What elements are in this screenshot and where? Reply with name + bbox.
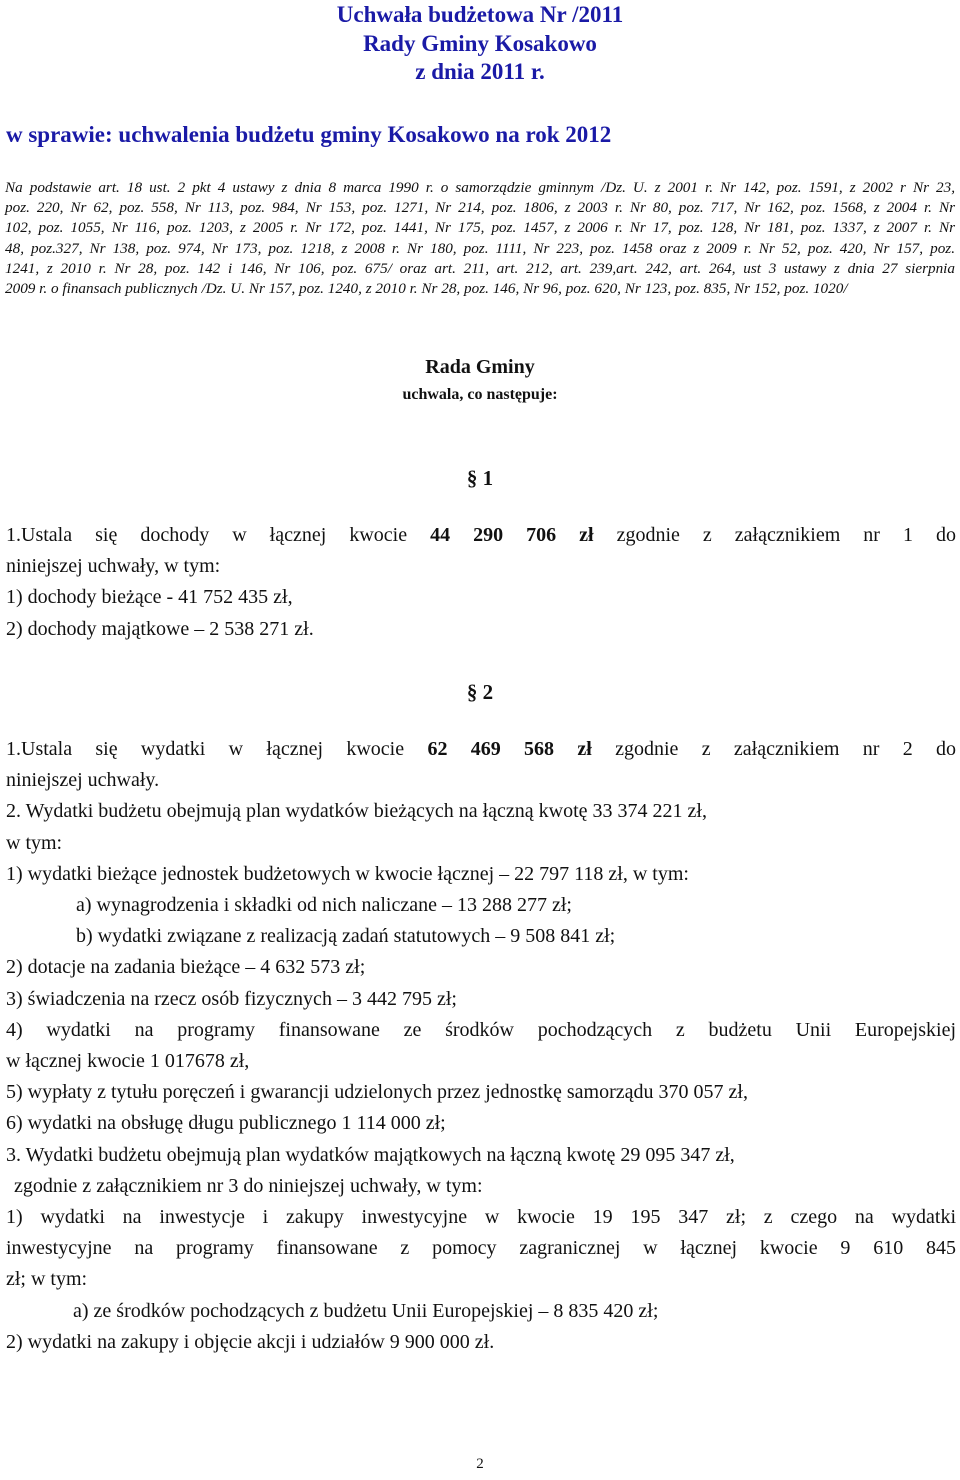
section-2-line: zł; w tym: [6,1268,88,1291]
section-2 [6,734,956,1358]
section-2-line: 3) świadczenia na rzecz osób fizycznych – 3 442 795 zł; [6,987,457,1010]
page-number: 2 [476,1456,484,1472]
legal-basis-line: 2009 r. o finansach publicznych /Dz. U. Nr 157, poz. 1240, z 2010 r. Nr 28, poz. 146, Nr 96, poz. 620, Nr 123, poz. 835, Nr 152, poz. 1020/ [5,280,848,298]
resolution-subject: w sprawie: uchwalenia budżetu gminy Kosakowo na rok 2012 [6,122,612,147]
resolution-date: z dnia 2011 r. [415,59,545,84]
section-1-line: 2) dochody majątkowe – 2 538 271 zł. [6,617,314,640]
council-name: Rady Gminy Kosakowo [363,31,597,56]
section-2-line: w łącznej kwocie 1 017678 zł, [6,1050,250,1073]
section-2-line: 2) wydatki na zakupy i objęcie akcji i udziałów 9 900 000 zł. [6,1330,495,1353]
legal-basis-line: Na podstawie art. 18 ust. 2 pkt 4 ustawy z dnia 8 marca 1990 r. o samorządzie gminnym /Dz. U. z 2001 r. Nr 142, poz. 1591, z 2002 r Nr 23, [5,179,955,196]
section-2-line: 2. Wydatki budżetu obejmują plan wydatków bieżących na łączną kwotę 33 374 221 zł, [6,800,707,823]
section-1-line: niniejszej uchwały, w tym: [6,555,221,578]
section-2-line: w tym: [6,831,63,854]
resolving-clause: uchwala, co następuje: [402,386,558,403]
section-2-line: a) ze środków pochodzących z budżetu Unii Europejskiej – 8 835 420 zł; [73,1299,659,1322]
section-2-line: 1) wydatki bieżące jednostek budżetowych w kwocie łącznej – 22 797 118 zł, w tym: [6,862,689,885]
legal-basis-line: poz. 220, Nr 62, poz. 558, Nr 113, poz. 984, Nr 153, poz. 1271, Nr 214, poz. 1806, z 2003 r. Nr 80, poz. 717, Nr 162, poz. 1568, z 2004 r. Nr [5,199,955,217]
legal-basis [5,178,955,299]
section-2-line: 1) wydatki na inwestycje i zakupy inwestycyjne w kwocie 19 195 347 zł; z czego na wydatki [6,1206,956,1229]
legal-basis-line: 1241, z 2010 r. Nr 28, poz. 142 i 146, Nr 106, poz. 675/ oraz art. 211, art. 212, art. 239,art. 242, art. 264, ust 3 ustawy z dnia 27 sierpnia [5,259,955,277]
section-2-line: 5) wypłaty z tytułu poręczeń i gwarancji udzielonych przez jednostkę samorządu 370 057 zł, [6,1081,748,1104]
paragraph-mark-1: § 1 [466,466,494,490]
section-2-line: b) wydatki związane z realizacją zadań statutowych – 9 508 841 zł; [76,925,616,948]
section-2-line: inwestycyjne na programy finansowane z pomocy zagranicznej w łącznej kwocie 9 610 845 [6,1237,956,1260]
section-1 [6,520,956,645]
section-1-line: 1.Ustala się dochody w łącznej kwocie 44 290 706 zł zgodnie z załącznikiem nr 1 do [6,524,956,546]
section-2-line: niniejszej uchwały. [6,769,160,792]
section-2-line: a) wynagrodzenia i składki od nich naliczane – 13 288 277 zł; [76,894,572,917]
resolving-body: Rada Gminy [425,356,535,378]
section-2-line: 1.Ustala się wydatki w łącznej kwocie 62 469 568 zł zgodnie z załącznikiem nr 2 do [6,738,957,760]
total-expenditure-amount: 62 469 568 zł [427,738,592,760]
section-2-line: 2) dotacje na zadania bieżące – 4 632 573 zł; [6,956,366,979]
section-2-line: 3. Wydatki budżetu obejmują plan wydatków majątkowych na łączną kwotę 29 095 347 zł, [6,1143,735,1166]
section-2-line: 6) wydatki na obsługę długu publicznego 1 114 000 zł; [6,1112,446,1135]
resolution-title: Uchwała budżetowa Nr /2011 [336,2,624,27]
total-revenue-amount: 44 290 706 zł [430,524,594,546]
legal-basis-line: 102, poz. 1055, Nr 116, poz. 1203, z 2005 r. Nr 172, poz. 1441, Nr 175, poz. 1457, z 2006 r. Nr 17, poz. 128, Nr 181, poz. 1337, z 2007 r. Nr [5,219,955,237]
section-1-line: 1) dochody bieżące - 41 752 435 zł, [6,586,293,609]
section-2-line: 4) wydatki na programy finansowane ze środków pochodzących z budżetu Unii Europejskiej [6,1018,956,1041]
section-2-line: zgodnie z załącznikiem nr 3 do niniejszej uchwały, w tym: [14,1174,483,1197]
legal-basis-line: 48, poz.327, Nr 138, poz. 974, Nr 173, poz. 1218, z 2008 r. Nr 180, poz. 1111, Nr 223, poz. 1458 oraz z 2009 r. Nr 52, poz. 420, Nr 157, poz. [5,239,955,257]
paragraph-mark-2: § 2 [466,680,494,704]
